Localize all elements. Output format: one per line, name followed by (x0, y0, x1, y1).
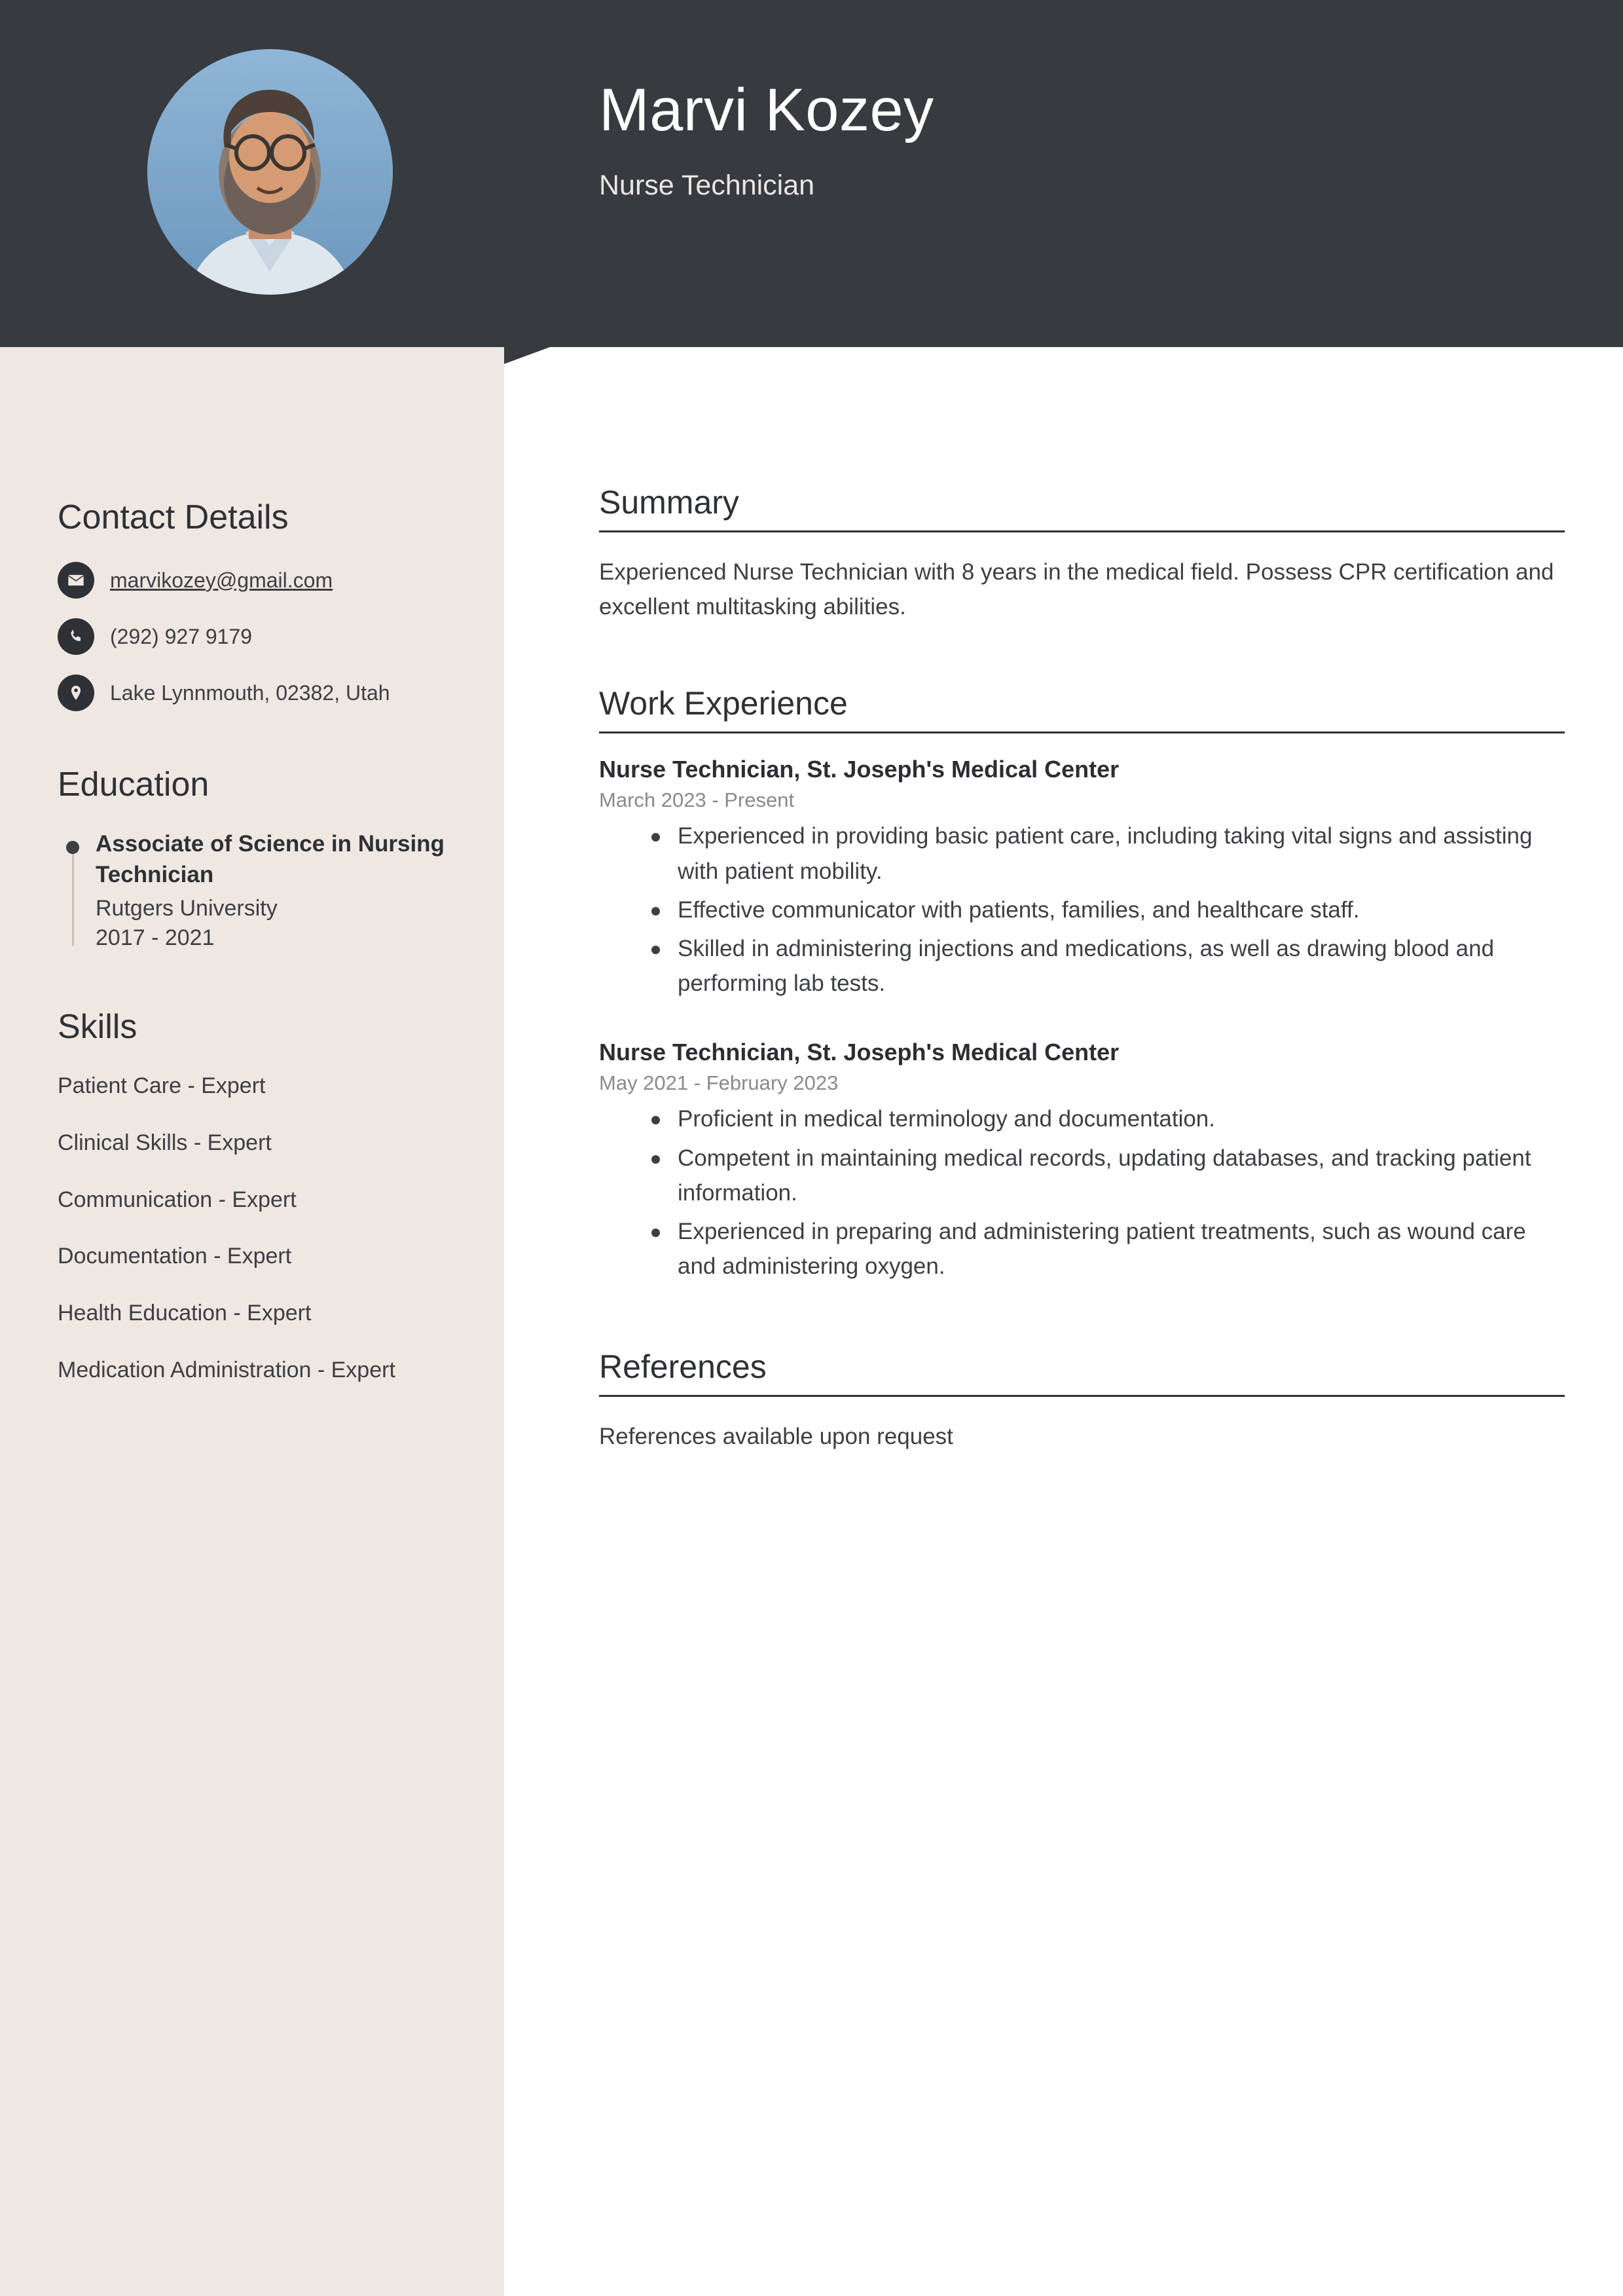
header-job-title: Nurse Technician (599, 169, 815, 201)
section-work-experience (599, 684, 1565, 1284)
page-title: Marvi Kozey (599, 77, 934, 143)
work-bullets (599, 819, 1565, 1001)
spacer (599, 1287, 1565, 1348)
main-column (599, 483, 1565, 1454)
contact-phone-text[interactable]: (292) 927 9179 (110, 624, 253, 648)
work-bullet: Effective communicator with patients, families, and healthcare staff. (678, 893, 1565, 927)
work-title: Nurse Technician, St. Joseph's Medical Center (599, 1039, 1120, 1066)
education-heading: Education (58, 766, 210, 804)
references-text: References available upon request (599, 1424, 953, 1450)
profile-photo-icon (147, 49, 393, 295)
skills-heading: Skills (58, 1007, 137, 1046)
skill-item: Patient Care - Expert (58, 1073, 266, 1098)
contact-item-phone[interactable] (58, 618, 477, 655)
header-text-block (599, 79, 1548, 202)
skill-item: Health Education - Expert (58, 1301, 312, 1326)
contact-heading: Contact Details (58, 498, 289, 536)
divider (599, 1395, 1565, 1397)
work-heading: Work Experience (599, 685, 848, 722)
education-degree: Associate of Science in Nursing Technician (96, 831, 445, 887)
contact-item-address (58, 675, 477, 711)
work-bullet: Proficient in medical terminology and documentation. (678, 1102, 1565, 1136)
avatar (147, 49, 393, 295)
work-item (599, 756, 1565, 1001)
work-bullets (599, 1102, 1565, 1284)
skill-item: Documentation - Expert (58, 1244, 292, 1269)
contact-address-text: Lake Lynnmouth, 02382, Utah (110, 680, 390, 705)
education-item (58, 829, 477, 951)
location-pin-icon (58, 675, 94, 711)
phone-icon (58, 618, 94, 655)
work-dates: May 2021 - February 2023 (599, 1071, 839, 1095)
skill-item: Clinical Skills - Expert (58, 1130, 272, 1155)
timeline-bar (72, 841, 74, 946)
work-dates: March 2023 - Present (599, 788, 795, 812)
work-bullet: Experienced in preparing and administering patient treatments, such as wound care and administering oxygen. (678, 1214, 1565, 1284)
envelope-icon (58, 562, 94, 599)
work-title: Nurse Technician, St. Joseph's Medical Center (599, 756, 1120, 783)
divider (599, 731, 1565, 733)
section-summary (599, 483, 1565, 624)
education-dates: 2017 - 2021 (96, 925, 215, 950)
divider (599, 530, 1565, 532)
contact-email-text[interactable]: marvikozey@gmail.com (110, 568, 333, 592)
work-bullet: Experienced in providing basic patient care, including taking vital signs and assisting with patient mobility. (678, 819, 1565, 888)
sidebar-section-skills (58, 1007, 477, 1385)
sidebar-section-education (58, 765, 477, 951)
summary-heading: Summary (599, 484, 739, 521)
timeline-dot-icon (66, 841, 79, 854)
spacer (599, 624, 1565, 684)
skill-item: Communication - Expert (58, 1187, 297, 1212)
sidebar-section-contact (58, 498, 477, 711)
work-bullet: Competent in maintaining medical records, updating databases, and tracking patient information. (678, 1141, 1565, 1210)
summary-text: Experienced Nurse Technician with 8 years in the medical field. Possess CPR certification and excellent multitasking abilities. (599, 559, 1554, 620)
spacer (599, 1005, 1565, 1039)
work-bullet: Skilled in administering injections and medications, as well as drawing blood and performing lab tests. (678, 931, 1565, 1001)
skill-item: Medication Administration - Expert (58, 1358, 395, 1383)
references-heading: References (599, 1348, 767, 1386)
sidebar (0, 347, 504, 2296)
section-references (599, 1348, 1565, 1454)
work-item (599, 1039, 1565, 1284)
contact-item-email[interactable] (58, 562, 477, 599)
education-school: Rutgers University (96, 895, 278, 921)
